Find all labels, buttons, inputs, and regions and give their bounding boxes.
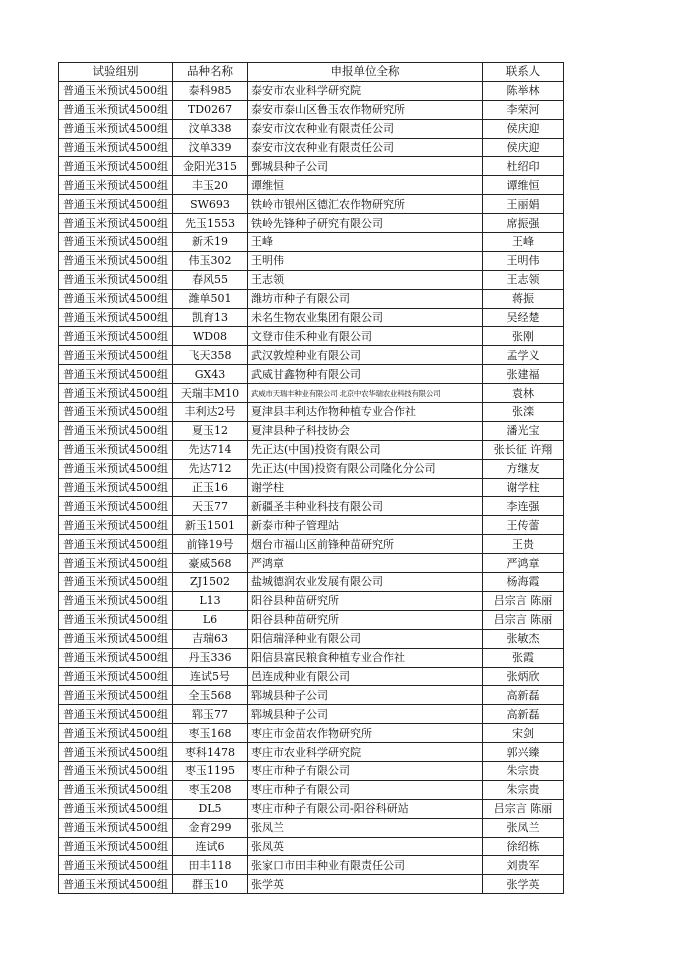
header-contact: 联系人 <box>483 63 564 82</box>
cell-group: 普通玉米预试4500组 <box>59 799 173 818</box>
table-row <box>59 818 564 837</box>
table-row <box>59 346 564 365</box>
cell-variety: DL5 <box>173 799 248 818</box>
cell-variety: 连试6 <box>173 837 248 856</box>
cell-variety: 新禾19 <box>173 233 248 252</box>
cell-contact: 刘贵军 <box>483 856 564 875</box>
cell-unit: 潍坊市种子有限公司 <box>248 289 483 308</box>
cell-variety: 天瑞丰M10 <box>173 384 248 403</box>
cell-group: 普通玉米预试4500组 <box>59 214 173 233</box>
cell-unit: 张凤英 <box>248 837 483 856</box>
cell-group: 普通玉米预试4500组 <box>59 327 173 346</box>
cell-contact: 张建福 <box>483 365 564 384</box>
cell-unit: 泰安市汶农种业有限责任公司 <box>248 119 483 138</box>
table-row <box>59 686 564 705</box>
cell-unit: 先正达(中国)投资有限公司 <box>248 440 483 459</box>
cell-variety: 汶单339 <box>173 138 248 157</box>
cell-unit: 阳谷县种苗研究所 <box>248 610 483 629</box>
cell-unit: 谢学柱 <box>248 478 483 497</box>
cell-contact: 陈举林 <box>483 81 564 100</box>
table-row <box>59 573 564 592</box>
cell-variety: 前锋19号 <box>173 535 248 554</box>
cell-variety: 泰科985 <box>173 81 248 100</box>
cell-contact: 吕宗言 陈丽 <box>483 799 564 818</box>
cell-contact: 袁林 <box>483 384 564 403</box>
cell-contact: 谭维恒 <box>483 176 564 195</box>
table-row <box>59 176 564 195</box>
cell-group: 普通玉米预试4500组 <box>59 100 173 119</box>
cell-unit: 枣庄市金苗农作物研究所 <box>248 724 483 743</box>
cell-unit: 未名生物农业集团有限公司 <box>248 308 483 327</box>
table-row <box>59 214 564 233</box>
variety-table <box>58 62 564 894</box>
cell-contact: 王贵 <box>483 535 564 554</box>
cell-unit: 武威甘鑫物种有限公司 <box>248 365 483 384</box>
cell-variety: 先玉1553 <box>173 214 248 233</box>
table-row <box>59 384 564 403</box>
cell-unit: 枣庄市种子有限公司 <box>248 780 483 799</box>
cell-group: 普通玉米预试4500组 <box>59 856 173 875</box>
cell-contact: 王传蕾 <box>483 516 564 535</box>
cell-group: 普通玉米预试4500组 <box>59 535 173 554</box>
table-row <box>59 459 564 478</box>
cell-group: 普通玉米预试4500组 <box>59 421 173 440</box>
cell-group: 普通玉米预试4500组 <box>59 81 173 100</box>
cell-variety: 飞天358 <box>173 346 248 365</box>
cell-variety: 天玉77 <box>173 497 248 516</box>
table-row <box>59 591 564 610</box>
table-row <box>59 308 564 327</box>
cell-contact: 高新磊 <box>483 705 564 724</box>
table-row <box>59 119 564 138</box>
table-row <box>59 705 564 724</box>
cell-contact: 张长征 许翔 <box>483 440 564 459</box>
header-group: 试验组别 <box>59 63 173 82</box>
table-row <box>59 365 564 384</box>
cell-unit: 邑连成种业有限公司 <box>248 667 483 686</box>
cell-group: 普通玉米预试4500组 <box>59 516 173 535</box>
cell-variety: TD0267 <box>173 100 248 119</box>
cell-contact: 潘光宝 <box>483 421 564 440</box>
table-row <box>59 610 564 629</box>
table-row <box>59 743 564 762</box>
cell-variety: 枣科1478 <box>173 743 248 762</box>
cell-unit: 张凤兰 <box>248 818 483 837</box>
cell-unit: 枣庄市种子有限公司 <box>248 761 483 780</box>
cell-group: 普通玉米预试4500组 <box>59 591 173 610</box>
cell-contact: 徐绍栋 <box>483 837 564 856</box>
cell-unit: 泰安市泰山区鲁玉农作物研究所 <box>248 100 483 119</box>
cell-contact: 方继友 <box>483 459 564 478</box>
cell-variety: 正玉16 <box>173 478 248 497</box>
cell-unit: 铁岭先锋种子研究有限公司 <box>248 214 483 233</box>
cell-variety: ZJ1502 <box>173 573 248 592</box>
table-row <box>59 535 564 554</box>
table-row <box>59 327 564 346</box>
cell-unit: 夏津县种子科技协会 <box>248 421 483 440</box>
cell-contact: 张滦 <box>483 403 564 422</box>
cell-group: 普通玉米预试4500组 <box>59 705 173 724</box>
cell-variety: 郓玉77 <box>173 705 248 724</box>
cell-variety: 田丰118 <box>173 856 248 875</box>
cell-contact: 张凤兰 <box>483 818 564 837</box>
cell-variety: 吉瑞63 <box>173 629 248 648</box>
cell-group: 普通玉米预试4500组 <box>59 119 173 138</box>
cell-group: 普通玉米预试4500组 <box>59 610 173 629</box>
table-row <box>59 761 564 780</box>
table-row <box>59 780 564 799</box>
cell-contact: 杨海霞 <box>483 573 564 592</box>
cell-contact: 宋剑 <box>483 724 564 743</box>
cell-variety: L13 <box>173 591 248 610</box>
cell-unit: 枣庄市农业科学研究院 <box>248 743 483 762</box>
cell-variety: 枣玉168 <box>173 724 248 743</box>
cell-group: 普通玉米预试4500组 <box>59 195 173 214</box>
header-row <box>59 63 564 82</box>
header-variety: 品种名称 <box>173 63 248 82</box>
cell-group: 普通玉米预试4500组 <box>59 251 173 270</box>
cell-contact: 侯庆迎 <box>483 138 564 157</box>
cell-group: 普通玉米预试4500组 <box>59 648 173 667</box>
cell-unit: 王明伟 <box>248 251 483 270</box>
cell-variety: 连试5号 <box>173 667 248 686</box>
cell-group: 普通玉米预试4500组 <box>59 233 173 252</box>
table-row <box>59 875 564 894</box>
cell-unit: 郓城县种子公司 <box>248 686 483 705</box>
cell-variety: 丰利达2号 <box>173 403 248 422</box>
cell-variety: 丰玉20 <box>173 176 248 195</box>
table-row <box>59 251 564 270</box>
cell-group: 普通玉米预试4500组 <box>59 573 173 592</box>
cell-unit: 文登市佳禾种业有限公司 <box>248 327 483 346</box>
cell-variety: WD08 <box>173 327 248 346</box>
cell-contact: 张刚 <box>483 327 564 346</box>
cell-unit: 盐城德润农业发展有限公司 <box>248 573 483 592</box>
cell-variety: 先达714 <box>173 440 248 459</box>
cell-group: 普通玉米预试4500组 <box>59 176 173 195</box>
cell-contact: 李荣河 <box>483 100 564 119</box>
cell-variety: 金育299 <box>173 818 248 837</box>
cell-group: 普通玉米预试4500组 <box>59 743 173 762</box>
cell-variety: 夏玉12 <box>173 421 248 440</box>
cell-group: 普通玉米预试4500组 <box>59 667 173 686</box>
cell-contact: 席振强 <box>483 214 564 233</box>
cell-unit: 先正达(中国)投资有限公司隆化分公司 <box>248 459 483 478</box>
cell-contact: 张敏杰 <box>483 629 564 648</box>
table-row <box>59 648 564 667</box>
table-row <box>59 724 564 743</box>
cell-unit: 谭维恒 <box>248 176 483 195</box>
table-row <box>59 478 564 497</box>
cell-unit: 阳信县富民粮食种植专业合作社 <box>248 648 483 667</box>
cell-group: 普通玉米预试4500组 <box>59 440 173 459</box>
cell-group: 普通玉米预试4500组 <box>59 497 173 516</box>
table-row <box>59 138 564 157</box>
cell-group: 普通玉米预试4500组 <box>59 761 173 780</box>
cell-unit: 王峰 <box>248 233 483 252</box>
table-row <box>59 554 564 573</box>
cell-group: 普通玉米预试4500组 <box>59 686 173 705</box>
cell-contact: 王峰 <box>483 233 564 252</box>
cell-unit: 铁岭市银州区德汇农作物研究所 <box>248 195 483 214</box>
cell-contact: 张霞 <box>483 648 564 667</box>
cell-variety: 凯育13 <box>173 308 248 327</box>
cell-unit: 泰安市汶农种业有限责任公司 <box>248 138 483 157</box>
cell-contact: 侯庆迎 <box>483 119 564 138</box>
table-row <box>59 856 564 875</box>
cell-unit: 阳谷县种苗研究所 <box>248 591 483 610</box>
cell-variety: 金阳光315 <box>173 157 248 176</box>
cell-group: 普通玉米预试4500组 <box>59 629 173 648</box>
cell-unit: 鄄城县种子公司 <box>248 157 483 176</box>
cell-contact: 朱宗贵 <box>483 761 564 780</box>
cell-contact: 严鸿章 <box>483 554 564 573</box>
table-row <box>59 799 564 818</box>
cell-contact: 孟学义 <box>483 346 564 365</box>
table-row <box>59 440 564 459</box>
cell-group: 普通玉米预试4500组 <box>59 403 173 422</box>
cell-variety: 汶单338 <box>173 119 248 138</box>
cell-contact: 李连强 <box>483 497 564 516</box>
cell-variety: 丹玉336 <box>173 648 248 667</box>
cell-contact: 蒋振 <box>483 289 564 308</box>
cell-contact: 郭兴臻 <box>483 743 564 762</box>
table-row <box>59 233 564 252</box>
cell-variety: GX43 <box>173 365 248 384</box>
cell-contact: 王明伟 <box>483 251 564 270</box>
cell-contact: 张炳欣 <box>483 667 564 686</box>
cell-unit: 武汉敦煌种业有限公司 <box>248 346 483 365</box>
cell-contact: 王丽娟 <box>483 195 564 214</box>
cell-contact: 谢学柱 <box>483 478 564 497</box>
cell-group: 普通玉米预试4500组 <box>59 780 173 799</box>
cell-group: 普通玉米预试4500组 <box>59 365 173 384</box>
cell-variety: 群玉10 <box>173 875 248 894</box>
cell-unit: 烟台市福山区前锋种苗研究所 <box>248 535 483 554</box>
cell-variety: 春风55 <box>173 270 248 289</box>
cell-variety: 豪威568 <box>173 554 248 573</box>
table-row <box>59 289 564 308</box>
cell-variety: 伟玉302 <box>173 251 248 270</box>
cell-group: 普通玉米预试4500组 <box>59 346 173 365</box>
cell-contact: 张学英 <box>483 875 564 894</box>
table-row <box>59 157 564 176</box>
cell-contact: 吕宗言 陈丽 <box>483 591 564 610</box>
cell-unit: 郓城县种子公司 <box>248 705 483 724</box>
cell-variety: 全玉568 <box>173 686 248 705</box>
cell-unit: 武威市天瑞丰种业有限公司 北京中农华瑞农业科技有限公司 <box>248 384 483 403</box>
cell-group: 普通玉米预试4500组 <box>59 270 173 289</box>
table-row <box>59 421 564 440</box>
cell-contact: 杜绍印 <box>483 157 564 176</box>
cell-unit: 新疆圣丰种业科技有限公司 <box>248 497 483 516</box>
cell-contact: 高新磊 <box>483 686 564 705</box>
cell-group: 普通玉米预试4500组 <box>59 459 173 478</box>
cell-group: 普通玉米预试4500组 <box>59 478 173 497</box>
cell-group: 普通玉米预试4500组 <box>59 818 173 837</box>
cell-group: 普通玉米预试4500组 <box>59 837 173 856</box>
cell-contact: 朱宗贵 <box>483 780 564 799</box>
cell-variety: 新玉1501 <box>173 516 248 535</box>
cell-unit: 枣庄市种子有限公司-阳谷科研站 <box>248 799 483 818</box>
cell-unit: 张学英 <box>248 875 483 894</box>
cell-variety: 枣玉208 <box>173 780 248 799</box>
cell-variety: 先达712 <box>173 459 248 478</box>
cell-variety: SW693 <box>173 195 248 214</box>
cell-variety: 枣玉1195 <box>173 761 248 780</box>
cell-unit: 夏津县丰利达作物种植专业合作社 <box>248 403 483 422</box>
cell-group: 普通玉米预试4500组 <box>59 724 173 743</box>
cell-group: 普通玉米预试4500组 <box>59 384 173 403</box>
table-row <box>59 629 564 648</box>
cell-variety: 潍单501 <box>173 289 248 308</box>
table-row <box>59 100 564 119</box>
table-row <box>59 516 564 535</box>
cell-variety: L6 <box>173 610 248 629</box>
table-row <box>59 667 564 686</box>
cell-unit: 张家口市田丰种业有限责任公司 <box>248 856 483 875</box>
cell-contact: 吕宗言 陈丽 <box>483 610 564 629</box>
table-row <box>59 81 564 100</box>
cell-unit: 阳信瑞泽种业有限公司 <box>248 629 483 648</box>
table-row <box>59 270 564 289</box>
cell-group: 普通玉米预试4500组 <box>59 138 173 157</box>
table-row <box>59 837 564 856</box>
cell-contact: 吴经楚 <box>483 308 564 327</box>
table-row <box>59 497 564 516</box>
cell-group: 普通玉米预试4500组 <box>59 289 173 308</box>
cell-unit: 王志领 <box>248 270 483 289</box>
table-row <box>59 195 564 214</box>
cell-group: 普通玉米预试4500组 <box>59 308 173 327</box>
cell-contact: 王志领 <box>483 270 564 289</box>
cell-unit: 泰安市农业科学研究院 <box>248 81 483 100</box>
table-row <box>59 403 564 422</box>
cell-group: 普通玉米预试4500组 <box>59 554 173 573</box>
cell-group: 普通玉米预试4500组 <box>59 157 173 176</box>
header-unit: 申报单位全称 <box>248 63 483 82</box>
cell-unit: 新泰市种子管理站 <box>248 516 483 535</box>
cell-group: 普通玉米预试4500组 <box>59 875 173 894</box>
cell-unit: 严鸿章 <box>248 554 483 573</box>
